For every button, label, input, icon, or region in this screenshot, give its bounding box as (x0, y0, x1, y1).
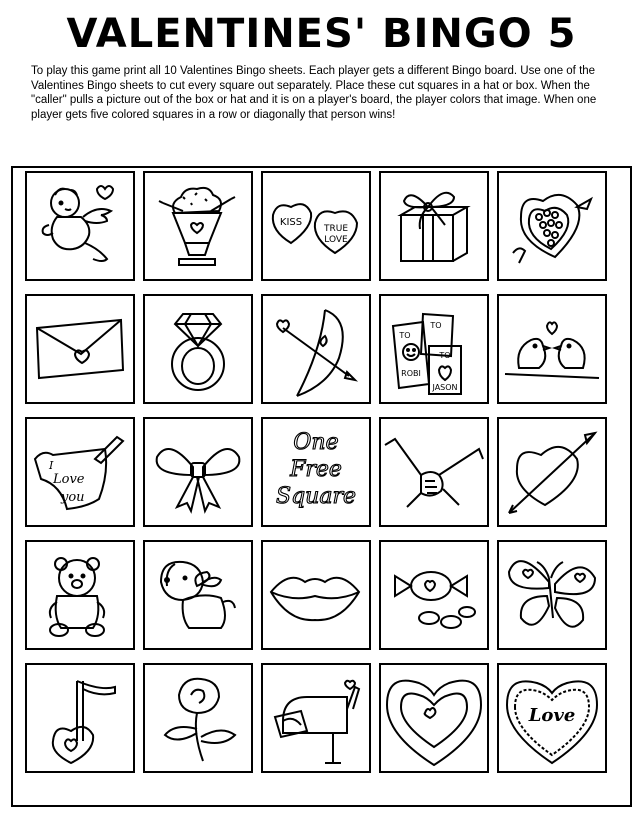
bingo-square-diamond-ring[interactable] (143, 294, 253, 404)
bingo-board (11, 166, 632, 807)
candy-heart-right-line1: TRUE (323, 224, 349, 234)
free-square-line3: Square (276, 484, 356, 509)
love-note-line1: I (49, 459, 54, 472)
music-note-heart-icon (27, 665, 133, 771)
milkshake-icon (145, 173, 251, 279)
cupid-icon (27, 173, 133, 279)
bingo-square-free-square[interactable] (261, 417, 371, 527)
mailbox-icon (263, 665, 369, 771)
diamond-ring-icon (145, 296, 251, 402)
card2-top-text: TO (430, 321, 442, 330)
bingo-square-wrapped-candies[interactable] (379, 540, 489, 650)
candy-heart-left-text: KISS (279, 217, 303, 228)
gift-box-icon (381, 173, 487, 279)
candy-heart-right-line2: LOVE (324, 235, 348, 245)
candy-hearts-icon (263, 173, 369, 279)
envelope-icon (27, 296, 133, 402)
love-heart-text: Love (528, 705, 576, 726)
bingo-square-cupid[interactable] (25, 171, 135, 281)
heart-frame-icon (381, 665, 487, 771)
bingo-square-ribbon-bow[interactable] (143, 417, 253, 527)
bingo-square-teddy-bear[interactable] (25, 540, 135, 650)
rose-icon (145, 665, 251, 771)
bingo-square-gift-box[interactable] (379, 171, 489, 281)
teddy-bear-icon (27, 542, 133, 648)
card1-name-text: ROBI (401, 369, 421, 378)
heart-with-arrow-icon (499, 419, 605, 525)
handshake-icon (381, 419, 487, 525)
love-heart-icon (499, 665, 605, 771)
puppy-with-bow-icon (145, 542, 251, 648)
love-note-icon (27, 419, 133, 525)
bingo-square-valentine-cards[interactable] (379, 294, 489, 404)
bingo-square-heart-chocolate-box[interactable] (497, 171, 607, 281)
free-square-text (263, 429, 369, 510)
card3-top-text: TO (439, 351, 451, 360)
bingo-square-lips[interactable] (261, 540, 371, 650)
card1-top-text: TO (399, 331, 411, 340)
bingo-square-handshake[interactable] (379, 417, 489, 527)
butterfly-icon (499, 542, 605, 648)
lips-icon (263, 542, 369, 648)
bingo-square-puppy-with-bow[interactable] (143, 540, 253, 650)
bingo-square-heart-frame[interactable] (379, 663, 489, 773)
bingo-square-heart-with-arrow[interactable] (497, 417, 607, 527)
valentine-cards-icon (381, 296, 487, 402)
heart-chocolate-box-icon (499, 173, 605, 279)
bow-and-arrow-icon (263, 296, 369, 402)
bingo-square-bow-and-arrow[interactable] (261, 294, 371, 404)
love-note-line3: you (61, 490, 85, 505)
ribbon-bow-icon (145, 419, 251, 525)
wrapped-candies-icon (381, 542, 487, 648)
love-birds-icon (499, 296, 605, 402)
bingo-square-love-heart[interactable] (497, 663, 607, 773)
bingo-square-butterfly[interactable] (497, 540, 607, 650)
bingo-square-milkshake[interactable] (143, 171, 253, 281)
bingo-square-love-birds[interactable] (497, 294, 607, 404)
bingo-square-rose[interactable] (143, 663, 253, 773)
card3-name-text: JASON (432, 383, 458, 392)
bingo-square-mailbox[interactable] (261, 663, 371, 773)
page-title: VALENTINES' BINGO 5 (66, 11, 577, 57)
instructions-text: To play this game print all 10 Valentines Bingo sheets. Each player gets a different Bingo board. Use one of the Valentines Bingo sheets to cut every square out separately. Place these cut squares in a hat or box. When the "caller" pulls a picture out of the box or hat and it is on a player's board, the player colors that image. When one player gets five colored squares in a row or diagonally that person wins! (31, 65, 597, 121)
bingo-square-love-note[interactable] (25, 417, 135, 527)
free-square-line1: One (293, 430, 339, 455)
bingo-square-candy-hearts[interactable] (261, 171, 371, 281)
bingo-square-music-note-heart[interactable] (25, 663, 135, 773)
love-note-line2: Love (53, 472, 85, 487)
bingo-square-envelope[interactable] (25, 294, 135, 404)
free-square-line2: Free (290, 457, 342, 482)
